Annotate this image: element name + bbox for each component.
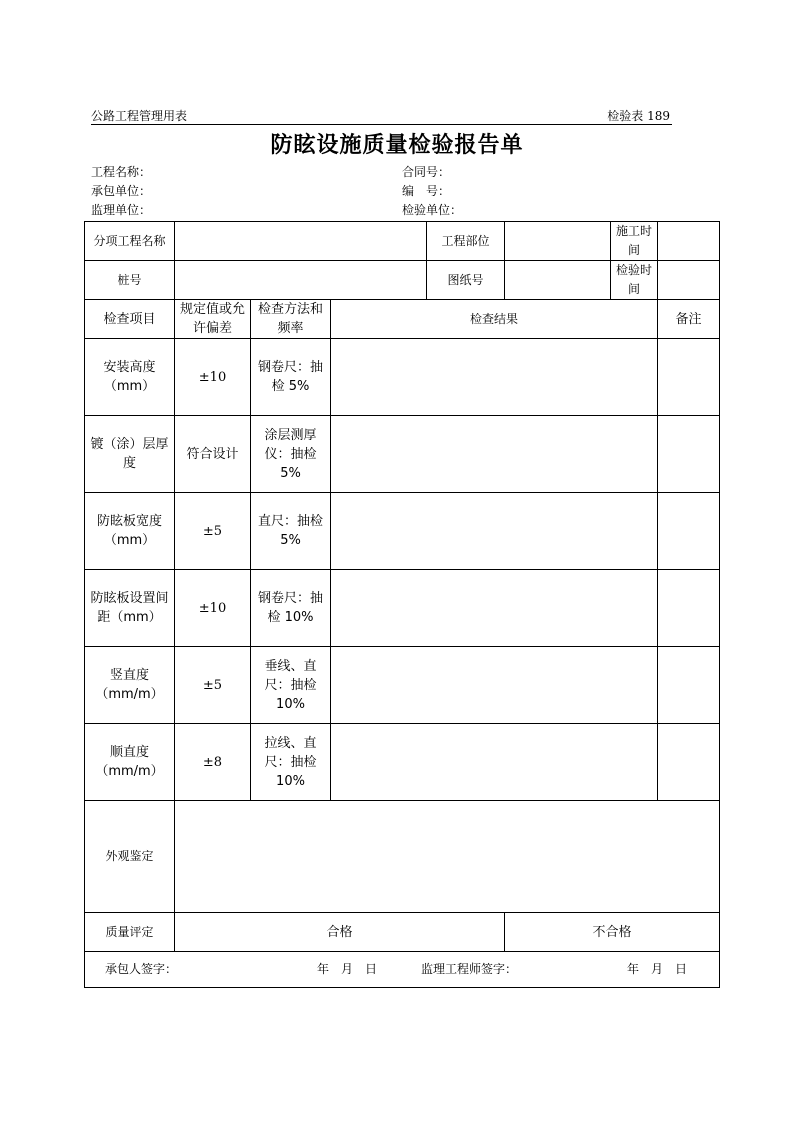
remark-cell[interactable] bbox=[658, 724, 720, 801]
contractor-sign-date: 年 月 日 bbox=[317, 962, 378, 976]
remark-cell[interactable] bbox=[658, 416, 720, 493]
item-cell: 防眩板宽度（mm） bbox=[85, 493, 175, 570]
result-cell[interactable] bbox=[331, 416, 658, 493]
method-cell: 涂层测厚仪：抽检 5% bbox=[251, 416, 331, 493]
sub-project-name-cell[interactable] bbox=[175, 222, 427, 261]
appearance-row bbox=[85, 801, 720, 913]
station-label: 桩号 bbox=[85, 261, 175, 300]
spec-cell: ±8 bbox=[175, 724, 251, 801]
table-row bbox=[85, 493, 720, 570]
supervisor-label: 监理单位： bbox=[91, 203, 152, 217]
station-cell[interactable] bbox=[175, 261, 427, 300]
result-cell[interactable] bbox=[331, 339, 658, 416]
appearance-cell[interactable] bbox=[175, 801, 720, 913]
spec-cell: ±5 bbox=[175, 493, 251, 570]
appearance-label: 外观鉴定 bbox=[85, 801, 175, 913]
col-header-remark: 备注 bbox=[658, 300, 720, 339]
result-cell[interactable] bbox=[331, 570, 658, 647]
inspection-unit-label: 检验单位： bbox=[402, 203, 463, 217]
engineer-sign-date: 年 月 日 bbox=[627, 962, 688, 976]
col-header-item: 检查项目 bbox=[85, 300, 175, 339]
quality-row bbox=[85, 913, 720, 952]
col-header-result: 检查结果 bbox=[331, 300, 658, 339]
number-label: 编 号： bbox=[402, 184, 451, 198]
method-cell: 钢卷尺：抽检 5% bbox=[251, 339, 331, 416]
form-header bbox=[91, 108, 672, 125]
fail-cell[interactable]: 不合格 bbox=[505, 913, 720, 952]
info-row-2 bbox=[85, 261, 720, 300]
info-row-1 bbox=[85, 222, 720, 261]
inspection-report-table bbox=[84, 221, 720, 988]
method-cell: 直尺：抽检 5% bbox=[251, 493, 331, 570]
sub-project-name-label: 分项工程名称 bbox=[85, 222, 175, 261]
page-title: 防眩设施质量检验报告单 bbox=[270, 132, 524, 158]
contract-no-label: 合同号： bbox=[402, 165, 451, 179]
col-header-method: 检查方法和频率 bbox=[251, 300, 331, 339]
table-row bbox=[85, 647, 720, 724]
item-cell: 镀（涂）层厚度 bbox=[85, 416, 175, 493]
col-header-spec: 规定值或允许偏差 bbox=[175, 300, 251, 339]
contractor-sign-label: 承包人签字： bbox=[105, 962, 178, 976]
column-header-row bbox=[85, 300, 720, 339]
remark-cell[interactable] bbox=[658, 339, 720, 416]
inspection-time-label: 检验时间 bbox=[611, 261, 658, 300]
header-form-number: 检验表 189 bbox=[607, 109, 670, 123]
inspection-time-cell[interactable] bbox=[658, 261, 720, 300]
table-row bbox=[85, 416, 720, 493]
method-cell: 垂线、直尺：抽检 10% bbox=[251, 647, 331, 724]
construction-time-cell[interactable] bbox=[658, 222, 720, 261]
item-cell: 防眩板设置间距（mm） bbox=[85, 570, 175, 647]
location-cell[interactable] bbox=[505, 222, 611, 261]
signature-cell bbox=[85, 952, 720, 988]
result-cell[interactable] bbox=[331, 647, 658, 724]
method-cell: 拉线、直尺：抽检 10% bbox=[251, 724, 331, 801]
contractor-label: 承包单位： bbox=[91, 184, 152, 198]
signature-row bbox=[85, 952, 720, 988]
item-cell: 安装高度（mm） bbox=[85, 339, 175, 416]
table-row bbox=[85, 339, 720, 416]
item-cell: 竖直度（mm/m） bbox=[85, 647, 175, 724]
project-name-label: 工程名称： bbox=[91, 165, 152, 179]
remark-cell[interactable] bbox=[658, 647, 720, 724]
engineer-sign-label: 监理工程师签字： bbox=[421, 962, 518, 976]
header-form-category: 公路工程管理用表 bbox=[91, 109, 188, 123]
method-cell: 钢卷尺：抽检 10% bbox=[251, 570, 331, 647]
item-cell: 顺直度（mm/m） bbox=[85, 724, 175, 801]
result-cell[interactable] bbox=[331, 724, 658, 801]
table-row bbox=[85, 724, 720, 801]
spec-cell: ±10 bbox=[175, 570, 251, 647]
drawing-no-cell[interactable] bbox=[505, 261, 611, 300]
construction-time-label: 施工时间 bbox=[611, 222, 658, 261]
spec-cell: ±10 bbox=[175, 339, 251, 416]
location-label: 工程部位 bbox=[427, 222, 505, 261]
result-cell[interactable] bbox=[331, 493, 658, 570]
quality-label: 质量评定 bbox=[85, 913, 175, 952]
drawing-no-label: 图纸号 bbox=[427, 261, 505, 300]
table-row bbox=[85, 570, 720, 647]
remark-cell[interactable] bbox=[658, 493, 720, 570]
spec-cell: ±5 bbox=[175, 647, 251, 724]
spec-cell: 符合设计 bbox=[175, 416, 251, 493]
pass-cell[interactable]: 合格 bbox=[175, 913, 505, 952]
remark-cell[interactable] bbox=[658, 570, 720, 647]
